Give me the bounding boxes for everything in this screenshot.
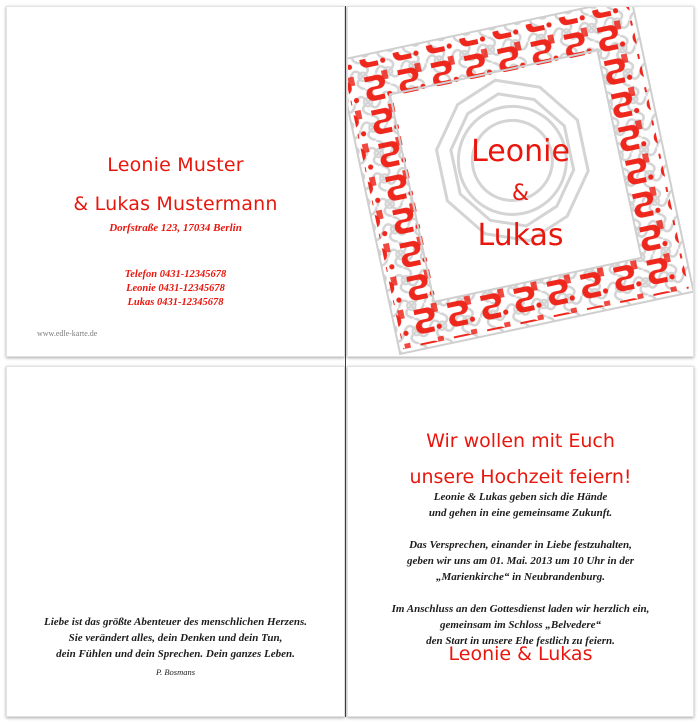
quote-line-3: dein Fühlen und dein Sprechen. Dein ganzes Leben. [56,648,295,660]
panel-inner-left [6,366,345,717]
contact-lukas: Lukas 0431-12345678 [127,297,224,308]
panel-inner-right [347,366,694,717]
website-url: www.edle-karte.de [37,329,98,338]
headline-line-2: unsere Hochzeit feiern! [409,466,632,488]
invitation-paragraph: Das Versprechen, einander in Liebe festzuhalten, geben wir uns am 01. Mai. 2013 um 10 Uhr in der „Marienkirche“ in Neubrandenburg. [406,539,635,583]
panel-back [6,6,345,357]
cover-title-line-1: Leonie [471,134,570,169]
couple-name: & Lukas Mustermann [73,193,278,215]
contact-phone: Telefon 0431-12345678 [124,269,227,280]
invitation-body [374,489,667,665]
address-line: Dorfstraße 123, 17034 Berlin [109,222,242,234]
invitation-paragraph: Leonie & Lukas geben sich die Hände und gehen in eine gemeinsame Zukunft. [428,491,613,519]
quote-line-2: Sie verändert alles, dein Denken und dein Tun, [68,632,283,644]
contact-block [7,268,344,310]
quote-author: P. Bosmans [155,667,196,677]
contact-leonie: Leonie 0431-12345678 [126,283,225,294]
fold-line [345,6,346,717]
invitation-paragraph: Im Anschluss an den Gottesdienst laden wir herzlich ein, gemeinsam im Schloss „Belvedere“ den Start in unsere Ehe festlich zu feiern. [391,603,650,647]
bride-name: Leonie Muster [107,154,244,176]
invitation-headline [348,423,693,495]
signature: Leonie & Lukas [448,643,593,665]
quote-text [7,614,344,662]
headline-line-1: Wir wollen mit Euch [426,430,615,452]
cover-title-line-2: & [511,181,530,206]
cover-title-line-3: Lukas [477,218,564,253]
cover-title [348,131,693,257]
quote-line-1: Liebe ist das größte Abenteuer des menschlichen Herzens. [44,616,307,628]
panel-cover [347,6,694,357]
